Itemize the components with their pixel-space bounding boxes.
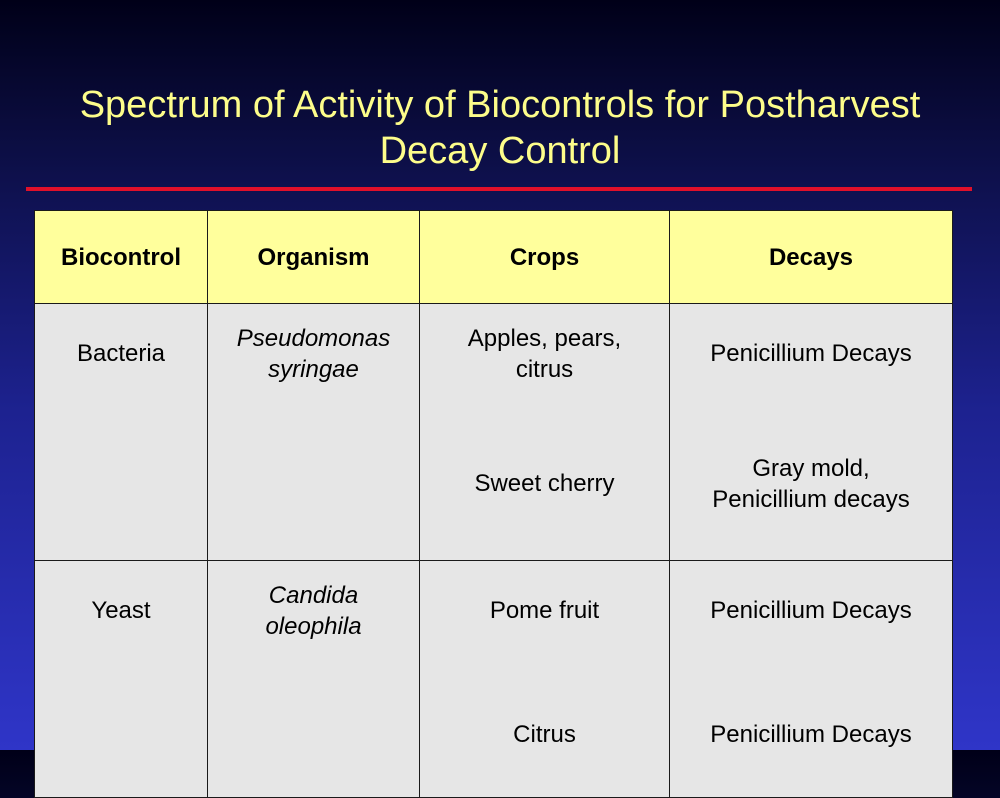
header-organism: Organism <box>208 211 420 304</box>
table-row <box>35 304 953 438</box>
organism-cell-empty <box>208 438 420 561</box>
decays-cell: Penicillium Decays <box>670 561 953 695</box>
crops-cell: Citrus <box>420 695 670 798</box>
header-crops: Crops <box>420 211 670 304</box>
slide-title-line1: Spectrum of Activity of Biocontrols for Postharvest <box>79 84 921 126</box>
crops-cell: Pome fruit <box>420 561 670 695</box>
table-row <box>35 561 953 695</box>
table-row <box>35 438 953 561</box>
decays-cell: Gray mold, Penicillium decays <box>670 438 953 561</box>
slide-title-line2: Decay Control <box>379 130 621 172</box>
biocontrol-cell-empty <box>35 438 208 561</box>
organism-cell: Candida oleophila <box>208 561 420 695</box>
crops-cell: Sweet cherry <box>420 438 670 561</box>
slide-title <box>0 82 1000 174</box>
biocontrol-table <box>34 210 952 748</box>
organism-cell: Pseudomonas syringae <box>208 304 420 438</box>
organism-cell-empty <box>208 695 420 798</box>
biocontrol-cell-empty <box>35 695 208 798</box>
biocontrol-cell: Bacteria <box>35 304 208 438</box>
table-row <box>35 695 953 798</box>
header-decays: Decays <box>670 211 953 304</box>
title-divider <box>26 187 972 191</box>
table-header-row <box>35 211 953 304</box>
header-biocontrol: Biocontrol <box>35 211 208 304</box>
decays-cell: Penicillium Decays <box>670 695 953 798</box>
decays-cell: Penicillium Decays <box>670 304 953 438</box>
crops-cell: Apples, pears, citrus <box>420 304 670 438</box>
biocontrol-cell: Yeast <box>35 561 208 695</box>
